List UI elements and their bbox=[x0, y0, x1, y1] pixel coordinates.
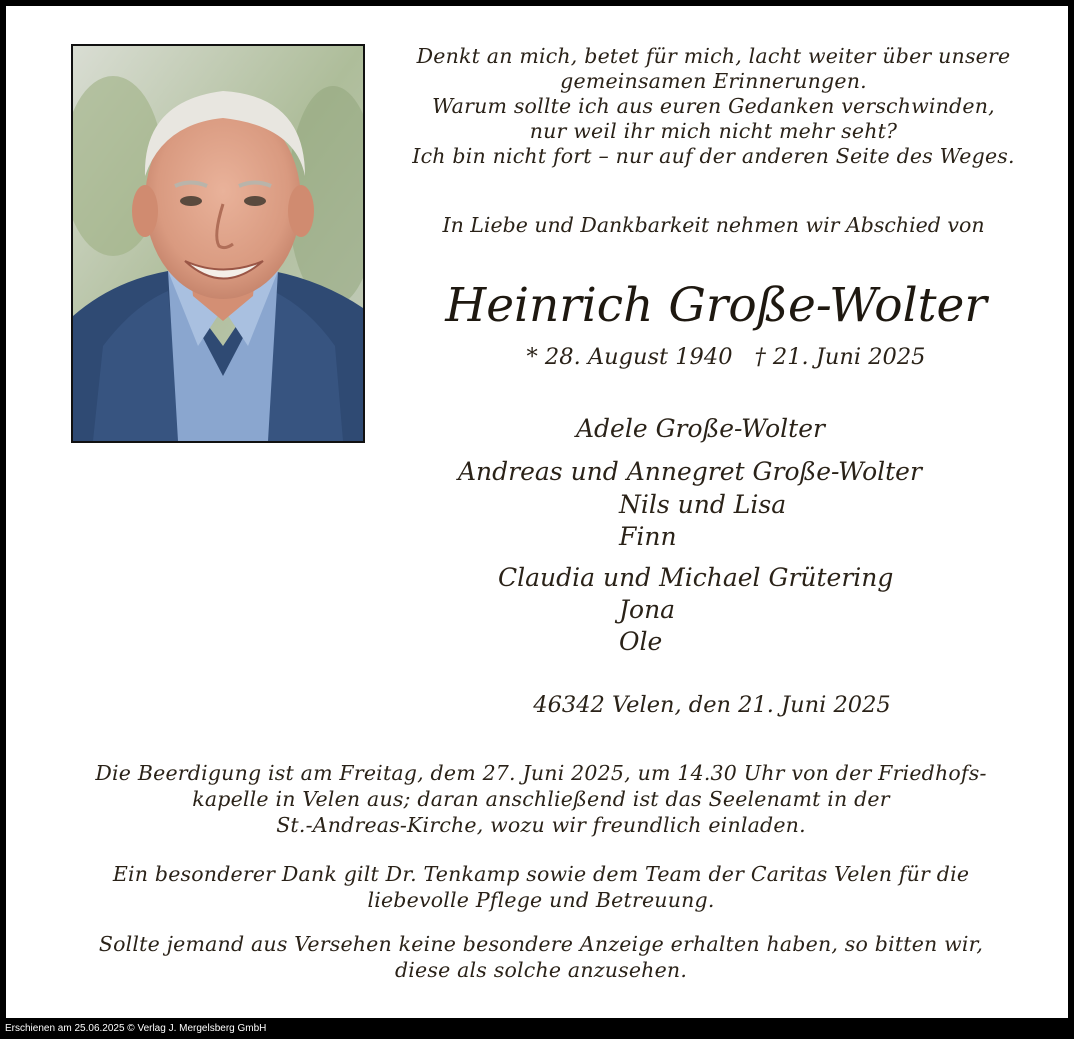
farewell-intro: In Liebe und Dankbarkeit nehmen wir Abschied von bbox=[442, 213, 985, 237]
announcement-notice bbox=[46, 931, 1036, 983]
birth-date: * 28. August 1940 bbox=[526, 344, 733, 370]
poem-line: Denkt an mich, betet für mich, lacht weiter über unsere bbox=[416, 44, 1011, 68]
mourner-grandchild: Jona bbox=[619, 595, 676, 624]
poem-line: gemeinsamen Erinnerungen. bbox=[560, 69, 867, 93]
thanks-notice bbox=[46, 861, 1036, 913]
mourner-grandchild: Finn bbox=[619, 522, 677, 551]
publication-footer: Erschienen am 25.06.2025 © Verlag J. Mergelsberg GmbH bbox=[5, 1023, 267, 1034]
funeral-notice bbox=[46, 760, 1036, 838]
funeral-line: kapelle in Velen aus; daran anschließend ist das Seelenamt in der bbox=[192, 787, 890, 811]
portrait-photo bbox=[71, 44, 365, 443]
poem bbox=[406, 44, 1021, 169]
mourner-spouse: Adele Große-Wolter bbox=[576, 414, 825, 443]
mourner-family: Claudia und Michael Grütering bbox=[498, 563, 894, 592]
mourner-grandchild: Ole bbox=[619, 627, 663, 656]
deceased-name: Heinrich Große-Wolter bbox=[445, 278, 987, 333]
thanks-line: Ein besonderer Dank gilt Dr. Tenkamp sowie dem Team der Caritas Velen für die bbox=[112, 862, 970, 886]
poem-line: nur weil ihr mich nicht mehr seht? bbox=[529, 119, 898, 143]
obituary-card bbox=[6, 6, 1068, 1018]
poem-line: Ich bin nicht fort – nur auf der anderen Seite des Weges. bbox=[412, 144, 1015, 168]
mourner-grandchildren: Nils und Lisa bbox=[619, 490, 787, 519]
mourner-family: Andreas und Annegret Große-Wolter bbox=[458, 457, 922, 486]
place-and-date: 46342 Velen, den 21. Juni 2025 bbox=[533, 692, 891, 718]
funeral-line: Die Beerdigung ist am Freitag, dem 27. Juni 2025, um 14.30 Uhr von der Friedhofs- bbox=[95, 761, 987, 785]
funeral-line: St.-Andreas-Kirche, wozu wir freundlich einladen. bbox=[276, 813, 806, 837]
death-date: † 21. Juni 2025 bbox=[754, 344, 926, 370]
portrait-illustration bbox=[73, 46, 363, 441]
life-dates bbox=[416, 344, 1036, 370]
notice-line: Sollte jemand aus Versehen keine besondere Anzeige erhalten haben, so bitten wir, bbox=[98, 932, 984, 956]
notice-line: diese als solche anzusehen. bbox=[394, 958, 688, 982]
thanks-line: liebevolle Pflege und Betreuung. bbox=[367, 888, 715, 912]
poem-line: Warum sollte ich aus euren Gedanken verschwinden, bbox=[432, 94, 995, 118]
